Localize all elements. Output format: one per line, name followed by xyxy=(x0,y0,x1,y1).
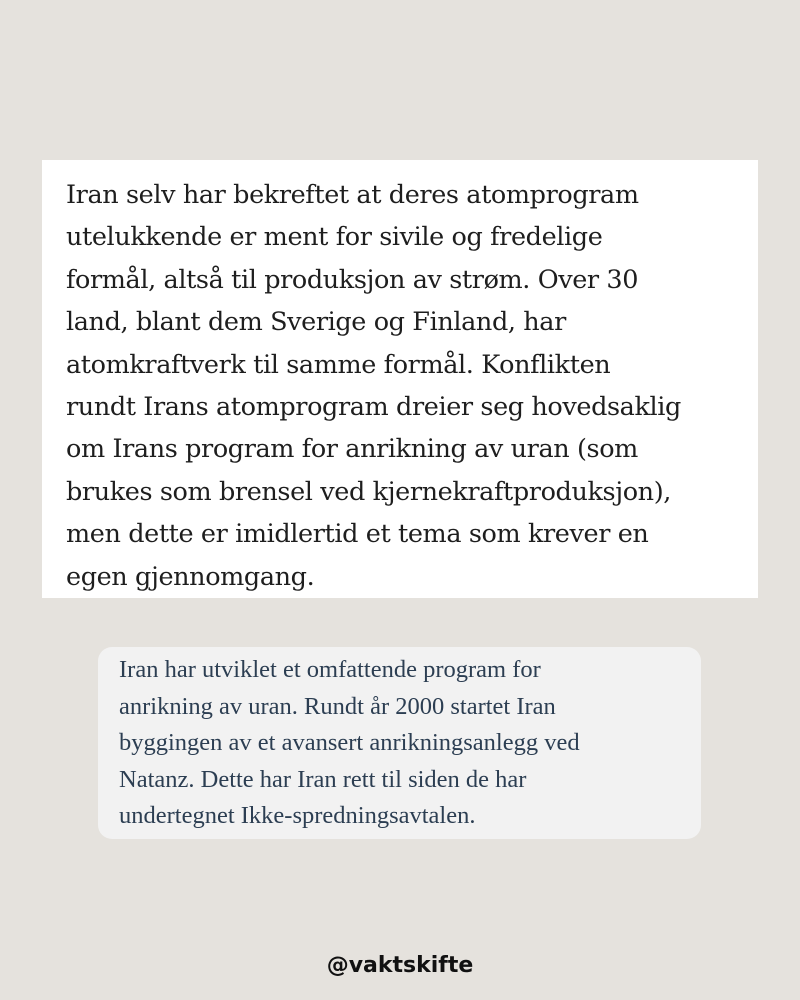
reply-text: Iran har utviklet et omfattende program for anrikning av uran. Rundt år 2000 startet Iran byggingen av et avansert anrikningsanlegg ved Natanz. Dette har Iran rett til siden de har undertegnet Ikke-spredningsavtalen. xyxy=(119,656,580,830)
account-handle: @vaktskifte xyxy=(326,953,474,978)
reply-bubble xyxy=(98,647,701,839)
quote-text: Iran selv har bekreftet at deres atomprogram utelukkende er ment for sivile og fredelige formål, altså til produksjon av strøm. Over 30 land, blant dem Sverige og Finland, har atomkraftverk til samme formål. Konflikten rundt Irans atomprogram dreier seg hovedsaklig om Irans program for anrikning av uran (som brukes som brensel ved kjernekraftproduksjon), men dette er imidlertid et tema som krever en egen gjennomgang. xyxy=(66,180,681,592)
quote-card xyxy=(42,160,758,598)
